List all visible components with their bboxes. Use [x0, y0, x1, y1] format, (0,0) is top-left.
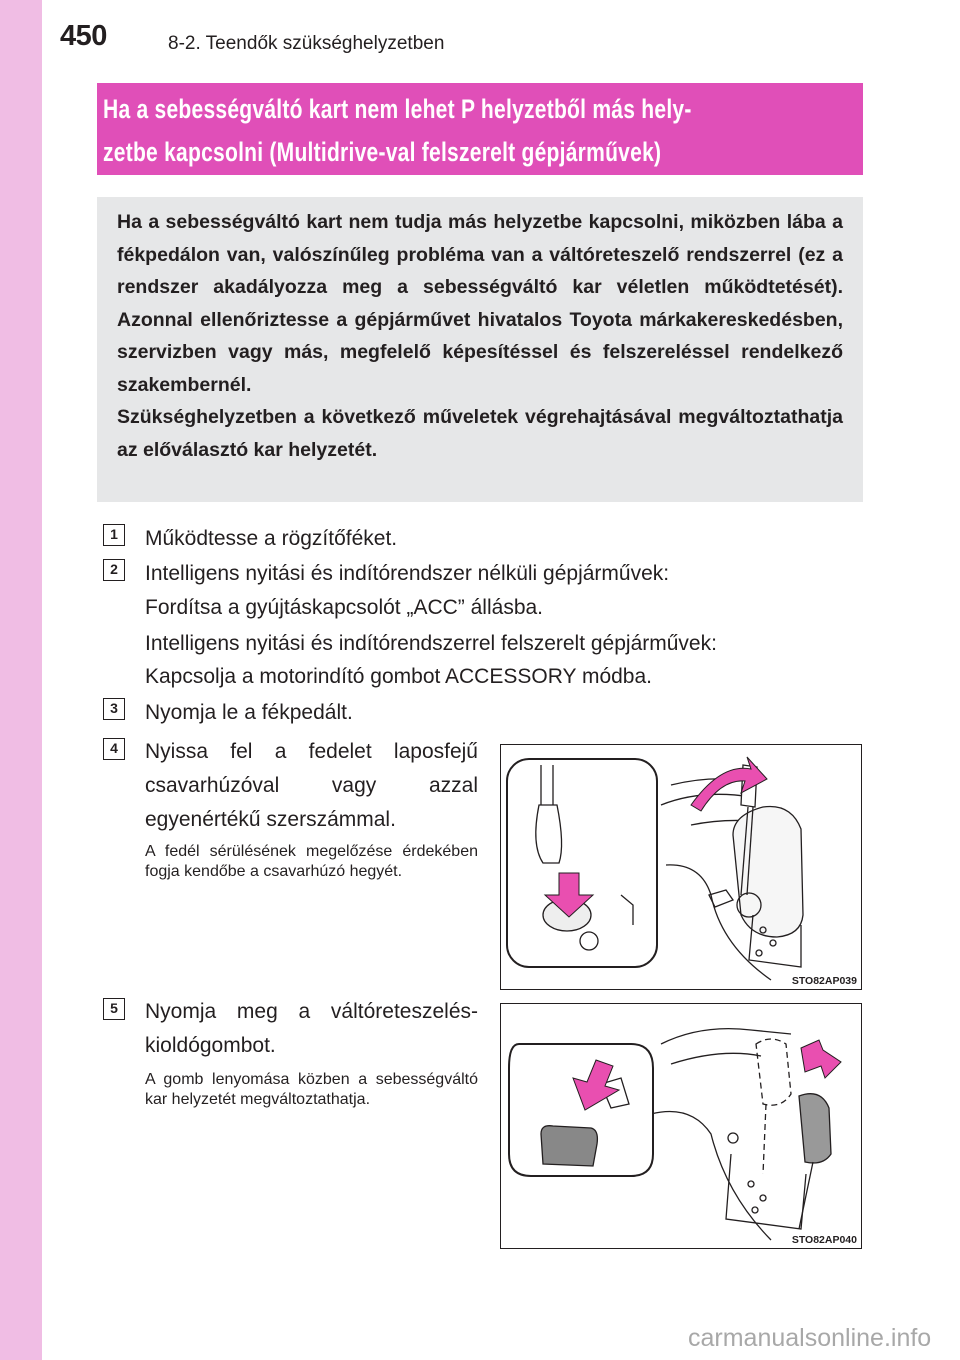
intro-paragraph-2: Szükséghelyzetben a következő műveletek végrehajtásával megváltoztathatja az előválasztó kar helyzetét.	[117, 406, 843, 461]
step-3-text: Nyomja le a fékpedált.	[145, 701, 353, 724]
side-strip	[0, 0, 42, 1360]
shift-lock-illustration	[501, 1004, 861, 1248]
step-number-4: 4	[103, 738, 125, 760]
step-2-line-2: Fordítsa a gyújtáskapcsolót „ACC” állásba.	[145, 596, 544, 619]
watermark: carmanualsonline.info	[688, 1324, 932, 1352]
intro-paragraph-1: Ha a sebességváltó kart nem tudja más helyzetbe kapcsolni, miközben lába a fékpedálon van, valószínűleg probléma van a váltóreteszelő rendszerrel (ez a rendszer akadályozza meg a sebességváltó kar véletlen működtetését). Azonnal ellenőriztesse a gépjárművet hivatalos Toyota márkakereskedésben, szervizben vagy más, megfelelő képesítéssel és felszereléssel rendelkező szakembernél.	[117, 211, 843, 396]
step-4-note: A fedél sérülésének megelőzése érdekében fogja kendőbe a csavarhúzó hegyét.	[145, 843, 478, 880]
step-1-text: Működtesse a rögzítőféket.	[145, 527, 398, 550]
screwdriver-illustration	[501, 745, 861, 989]
step-5-text: Nyomja meg a váltóreteszelés-kioldógombot.	[145, 1000, 478, 1057]
figure-screwdriver-cover	[500, 744, 862, 990]
step-2-line-3: Intelligens nyitási és indítórendszerrel felszerelt gépjárművek:	[145, 632, 717, 655]
step-number-3: 3	[103, 698, 125, 720]
step-4-text: Nyissa fel a fedelet laposfejű csavarhúzóval vagy azzal egyenértékű szerszámmal.	[145, 740, 478, 831]
intro-box	[97, 197, 863, 502]
heading-line-1: Ha a sebességváltó kart nem lehet P helyzetből más hely-	[103, 94, 692, 124]
figure-caption-040: STO82AP040	[791, 1234, 857, 1246]
heading-line-2: zetbe kapcsolni (Multidrive-val felszerelt gépjárművek)	[103, 137, 662, 167]
section-title: 8-2. Teendők szükséghelyzetben	[168, 33, 445, 54]
figure-shift-lock-release	[500, 1003, 862, 1249]
step-number-1: 1	[103, 524, 125, 546]
heading-box	[97, 83, 863, 175]
step-2-line-4: Kapcsolja a motorindító gombot ACCESSORY módba.	[145, 665, 652, 688]
step-5-note: A gomb lenyomása közben a sebességváltó kar helyzetét megváltoztathatja.	[145, 1071, 478, 1108]
page-number: 450	[60, 20, 107, 52]
step-number-2: 2	[103, 559, 125, 581]
figure-caption-039: STO82AP039	[791, 975, 857, 987]
step-2-line-1: Intelligens nyitási és indítórendszer nélküli gépjárművek:	[145, 562, 670, 585]
step-number-5: 5	[103, 998, 125, 1020]
